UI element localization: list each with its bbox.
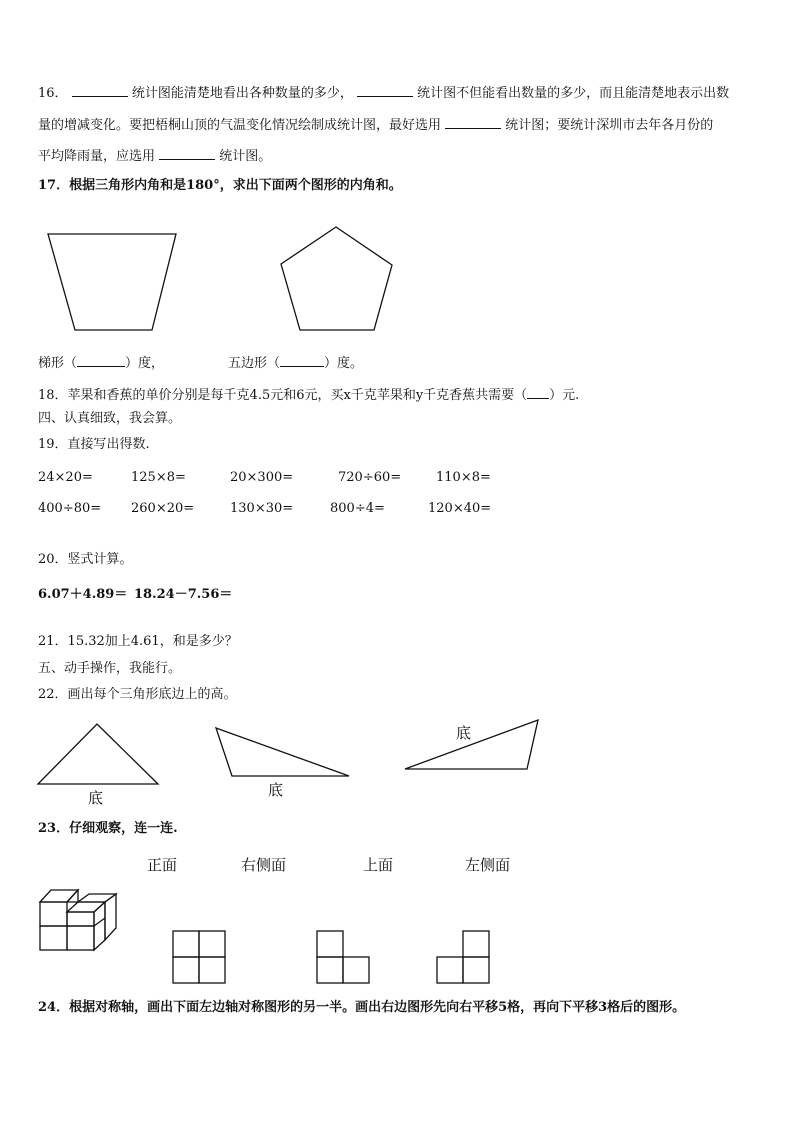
q20-item-1: 6.07＋4.89＝ <box>38 587 128 602</box>
q17-prompt: 17．根据三角形内角和是180°，求出下面两个图形的内角和。 <box>38 178 402 193</box>
q19-item-3: 20×300= <box>230 470 294 485</box>
q16-text-4: 统计图；要统计深圳市去年各月份的 <box>505 118 714 133</box>
section-4-heading: 四、认真细致，我会算。 <box>38 411 182 426</box>
q19-item-1: 24×20= <box>38 470 93 485</box>
q19-item-10: 120×40= <box>428 501 492 516</box>
q19-item-8: 130×30= <box>230 501 294 516</box>
q16-text-5: 平均降雨量，应选用 <box>38 149 156 164</box>
pentagon-label: 五边形（ <box>228 356 281 371</box>
q16-text-2: 统计图不但能看出数量的多少，而且能清楚地表示出数 <box>417 86 730 101</box>
view-option-l-left[interactable] <box>317 931 369 983</box>
pentagon-suffix: ）度。 <box>324 356 364 371</box>
view-label-left[interactable]: 左侧面 <box>465 856 511 874</box>
q16-number: 16． <box>38 86 68 101</box>
q23-prompt: 23．仔细观察，连一连. <box>38 821 178 836</box>
trapezoid-label: 梯形（ <box>38 356 78 371</box>
q20-item-2: 18.24－7.56＝ <box>134 587 233 602</box>
q20-prompt: 20．竖式计算。 <box>38 552 133 567</box>
q19-item-7: 260×20= <box>131 501 195 516</box>
trapezoid-suffix: ）度， <box>125 356 165 371</box>
q16-text-1: 统计图能清楚地看出各种数量的多少， <box>131 86 353 101</box>
section-5-heading: 五、动手操作，我能行。 <box>38 661 182 676</box>
q19-prompt: 19．直接写出得数. <box>38 437 150 452</box>
q19-item-9: 800÷4= <box>330 501 385 516</box>
view-label-right[interactable]: 右侧面 <box>241 856 287 874</box>
q18-text: 18．苹果和香蕉的单价分别是每千克4.5元和6元，买x千克苹果和y千克香蕉共需要（ <box>38 388 528 403</box>
base-label-2: 底 <box>268 781 284 799</box>
view-option-l-right[interactable] <box>437 931 489 983</box>
view-label-front[interactable]: 正面 <box>147 856 178 874</box>
view-label-top[interactable]: 上面 <box>363 856 394 874</box>
view-option-square[interactable] <box>173 931 225 983</box>
q18-suffix: ）元. <box>549 388 580 403</box>
q19-item-6: 400÷80= <box>38 501 102 516</box>
q19-item-2: 125×8= <box>131 470 186 485</box>
q21-text: 21．15.32加上4.61，和是多少？ <box>38 634 238 649</box>
q24-text: 24．根据对称轴，画出下面左边轴对称图形的另一半。画出右边图形先向右平移5格，再向下平移3格后的图形。 <box>38 1000 686 1015</box>
q16-text-6: 统计图。 <box>219 149 272 164</box>
base-label-1: 底 <box>88 789 104 807</box>
q16-text-3: 量的增减变化。要把梧桐山顶的气温变化情况绘制成统计图，最好选用 <box>38 118 442 133</box>
q22-prompt: 22．画出每个三角形底边上的高。 <box>38 687 237 702</box>
q19-item-4: 720÷60= <box>338 470 402 485</box>
base-label-3: 底 <box>456 724 472 742</box>
q19-item-5: 110×8= <box>436 470 491 485</box>
